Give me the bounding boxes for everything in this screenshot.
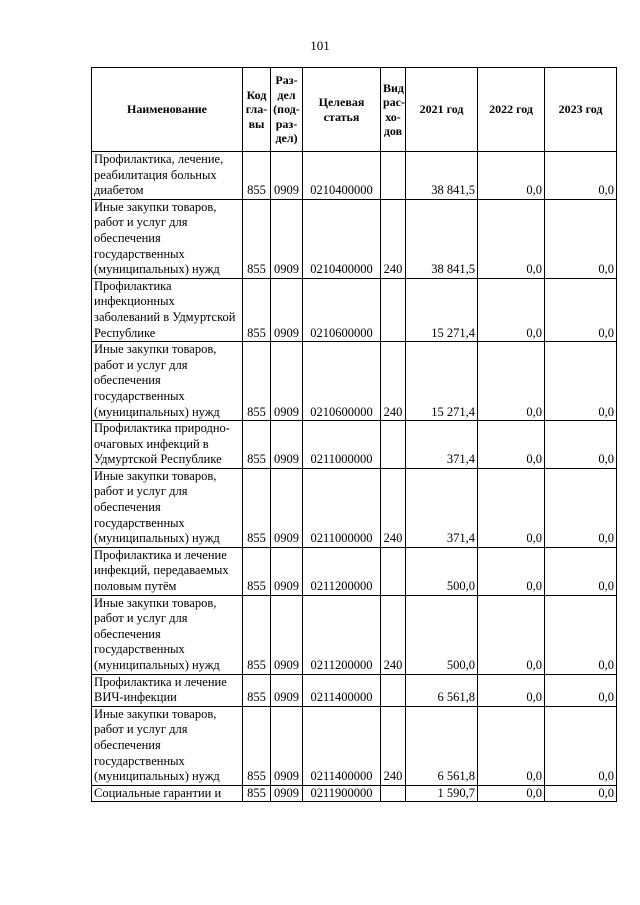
row-expense: 240 bbox=[381, 468, 406, 547]
row-name: Иные закупки товаров, работ и услуг для обеспечения государственных (муниципальных) нужд bbox=[92, 199, 243, 278]
header-chapter: Код гла- вы bbox=[243, 68, 271, 152]
row-target: 0210400000 bbox=[303, 199, 381, 278]
header-2023: 2023 год bbox=[545, 68, 617, 152]
row-2023: 0,0 bbox=[545, 785, 617, 802]
row-target: 0211900000 bbox=[303, 785, 381, 802]
row-2023: 0,0 bbox=[545, 152, 617, 200]
row-expense bbox=[381, 421, 406, 469]
row-2021: 15 271,4 bbox=[406, 278, 478, 341]
header-section: Раз- дел (под- раз- дел) bbox=[271, 68, 303, 152]
row-section: 0909 bbox=[271, 706, 303, 785]
row-target: 0211000000 bbox=[303, 468, 381, 547]
row-section: 0909 bbox=[271, 278, 303, 341]
row-2023: 0,0 bbox=[545, 547, 617, 595]
row-chapter: 855 bbox=[243, 421, 271, 469]
row-2021: 371,4 bbox=[406, 421, 478, 469]
page-number: 101 bbox=[310, 38, 330, 53]
row-2021: 500,0 bbox=[406, 595, 478, 674]
row-2021: 371,4 bbox=[406, 468, 478, 547]
row-2022: 0,0 bbox=[478, 706, 545, 785]
row-2023: 0,0 bbox=[545, 278, 617, 341]
row-2022: 0,0 bbox=[478, 421, 545, 469]
row-expense bbox=[381, 278, 406, 341]
table-row bbox=[92, 674, 617, 706]
row-expense: 240 bbox=[381, 342, 406, 421]
row-2022: 0,0 bbox=[478, 785, 545, 802]
row-2023: 0,0 bbox=[545, 421, 617, 469]
budget-table bbox=[91, 67, 617, 802]
row-target: 0211000000 bbox=[303, 421, 381, 469]
row-section: 0909 bbox=[271, 152, 303, 200]
row-chapter: 855 bbox=[243, 342, 271, 421]
row-2022: 0,0 bbox=[478, 152, 545, 200]
row-target: 0211400000 bbox=[303, 706, 381, 785]
row-2021: 6 561,8 bbox=[406, 674, 478, 706]
table-row bbox=[92, 547, 617, 595]
row-chapter: 855 bbox=[243, 278, 271, 341]
row-name: Иные закупки товаров, работ и услуг для обеспечения государственных (муниципальных) нужд bbox=[92, 468, 243, 547]
table-header-row bbox=[92, 68, 617, 152]
row-section: 0909 bbox=[271, 595, 303, 674]
table-row bbox=[92, 468, 617, 547]
row-2021: 6 561,8 bbox=[406, 706, 478, 785]
row-chapter: 855 bbox=[243, 706, 271, 785]
row-chapter: 855 bbox=[243, 152, 271, 200]
header-name: Наименование bbox=[92, 68, 243, 152]
row-chapter: 855 bbox=[243, 674, 271, 706]
row-name: Иные закупки товаров, работ и услуг для обеспечения государственных (муниципальных) нужд bbox=[92, 342, 243, 421]
row-name: Профилактика и лечение инфекций, передаваемых половым путём bbox=[92, 547, 243, 595]
row-section: 0909 bbox=[271, 199, 303, 278]
row-2021: 15 271,4 bbox=[406, 342, 478, 421]
table-row bbox=[92, 152, 617, 200]
row-2021: 38 841,5 bbox=[406, 152, 478, 200]
row-section: 0909 bbox=[271, 674, 303, 706]
row-2023: 0,0 bbox=[545, 674, 617, 706]
row-expense bbox=[381, 674, 406, 706]
header-2022: 2022 год bbox=[478, 68, 545, 152]
row-target: 0211200000 bbox=[303, 547, 381, 595]
row-expense bbox=[381, 547, 406, 595]
table-row bbox=[92, 199, 617, 278]
row-2022: 0,0 bbox=[478, 547, 545, 595]
row-expense bbox=[381, 785, 406, 802]
row-name: Иные закупки товаров, работ и услуг для обеспечения государственных (муниципальных) нужд bbox=[92, 706, 243, 785]
row-2022: 0,0 bbox=[478, 278, 545, 341]
row-expense bbox=[381, 152, 406, 200]
row-2022: 0,0 bbox=[478, 342, 545, 421]
row-target: 0211400000 bbox=[303, 674, 381, 706]
row-chapter: 855 bbox=[243, 468, 271, 547]
row-2021: 500,0 bbox=[406, 547, 478, 595]
table-row bbox=[92, 421, 617, 469]
row-chapter: 855 bbox=[243, 199, 271, 278]
row-name: Профилактика и лечение ВИЧ-инфекции bbox=[92, 674, 243, 706]
row-2023: 0,0 bbox=[545, 342, 617, 421]
row-chapter: 855 bbox=[243, 785, 271, 802]
row-name: Профилактика инфекционных заболеваний в Удмуртской Республике bbox=[92, 278, 243, 341]
row-target: 0210600000 bbox=[303, 342, 381, 421]
row-2022: 0,0 bbox=[478, 674, 545, 706]
row-section: 0909 bbox=[271, 547, 303, 595]
table-row bbox=[92, 706, 617, 785]
row-chapter: 855 bbox=[243, 547, 271, 595]
row-target: 0211200000 bbox=[303, 595, 381, 674]
row-target: 0210600000 bbox=[303, 278, 381, 341]
row-section: 0909 bbox=[271, 468, 303, 547]
row-2021: 1 590,7 bbox=[406, 785, 478, 802]
row-target: 0210400000 bbox=[303, 152, 381, 200]
row-name: Профилактика природно-очаговых инфекций в Удмуртской Республике bbox=[92, 421, 243, 469]
table-row bbox=[92, 785, 617, 802]
table-row bbox=[92, 595, 617, 674]
row-expense: 240 bbox=[381, 199, 406, 278]
header-expense: Вид рас- хо- дов bbox=[381, 68, 406, 152]
row-2022: 0,0 bbox=[478, 468, 545, 547]
row-expense: 240 bbox=[381, 706, 406, 785]
header-target: Целевая статья bbox=[303, 68, 381, 152]
row-chapter: 855 bbox=[243, 595, 271, 674]
table-row bbox=[92, 342, 617, 421]
table-row bbox=[92, 278, 617, 341]
row-name: Социальные гарантии и bbox=[92, 785, 243, 802]
row-2023: 0,0 bbox=[545, 199, 617, 278]
row-section: 0909 bbox=[271, 342, 303, 421]
row-2023: 0,0 bbox=[545, 468, 617, 547]
header-2021: 2021 год bbox=[406, 68, 478, 152]
row-2023: 0,0 bbox=[545, 706, 617, 785]
row-section: 0909 bbox=[271, 421, 303, 469]
row-2022: 0,0 bbox=[478, 595, 545, 674]
row-expense: 240 bbox=[381, 595, 406, 674]
row-2021: 38 841,5 bbox=[406, 199, 478, 278]
row-2022: 0,0 bbox=[478, 199, 545, 278]
row-section: 0909 bbox=[271, 785, 303, 802]
row-2023: 0,0 bbox=[545, 595, 617, 674]
row-name: Иные закупки товаров, работ и услуг для обеспечения государственных (муниципальных) нужд bbox=[92, 595, 243, 674]
row-name: Профилактика, лечение, реабилитация больных диабетом bbox=[92, 152, 243, 200]
